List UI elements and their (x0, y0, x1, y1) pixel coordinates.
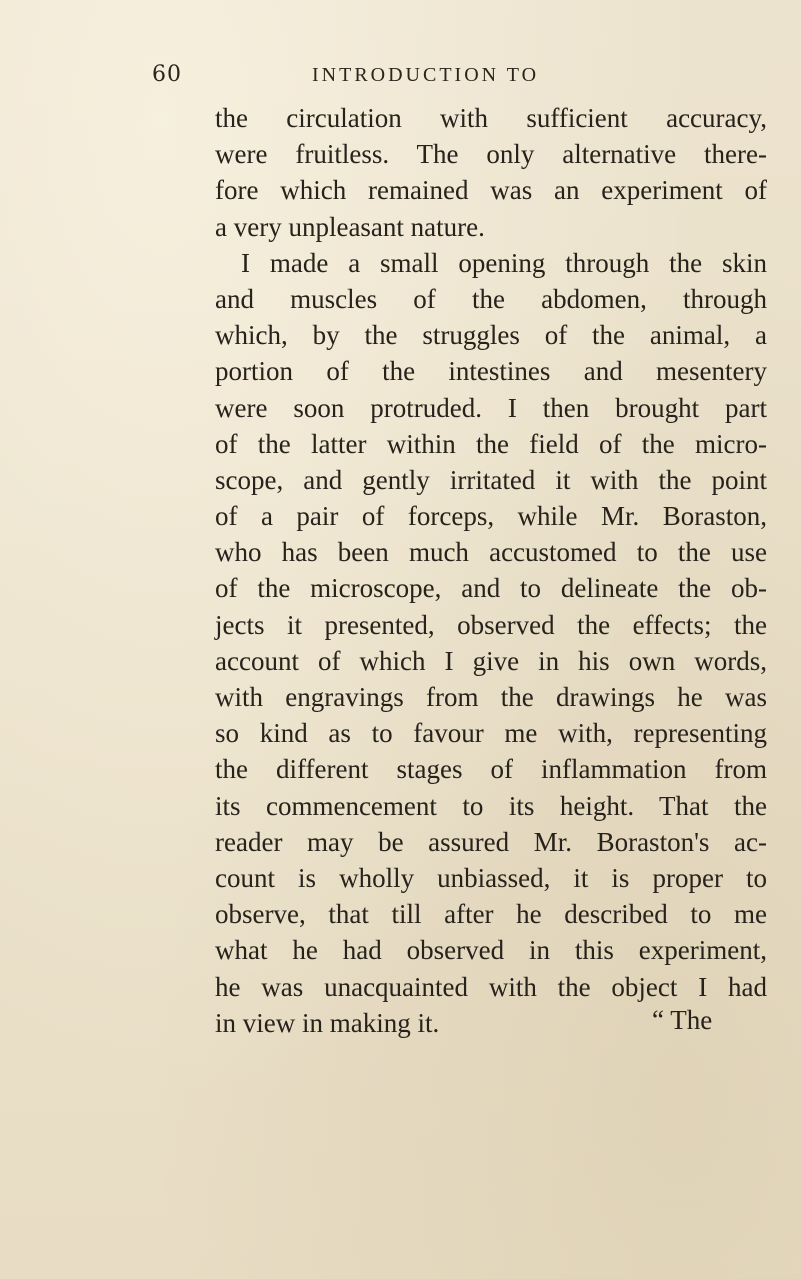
text-line: the different stages of inflammation from (215, 754, 767, 785)
running-head (152, 62, 712, 96)
text-line: account of which I give in his own words, (215, 645, 767, 676)
page-number: 60 (152, 62, 182, 87)
text-line: which, by the struggles of the animal, a (215, 320, 767, 351)
text-line: of the microscope, and to delineate the ob- (215, 573, 767, 604)
text-line: portion of the intestines and mesentery (215, 356, 767, 387)
text-line: who has been much accustomed to the use (215, 537, 767, 568)
text-line: I made a small opening through the skin (241, 247, 767, 278)
text-line: with engravings from the drawings he was (215, 682, 767, 712)
text-line: its commencement to its height. That the (215, 790, 767, 821)
text-line: in view in making it. (215, 1007, 440, 1038)
text-line: and muscles of the abdomen, through (215, 283, 767, 314)
text-line: jects it presented, observed the effects; the (215, 609, 767, 640)
text-line: count is wholly unbiassed, it is proper to (215, 862, 767, 893)
text-line: reader may be assured Mr. Boraston's ac- (215, 826, 767, 857)
body-text (215, 100, 767, 1041)
text-line: so kind as to favour me with, representing (215, 718, 767, 749)
catchword: “ The (652, 1005, 713, 1035)
text-line: of the latter within the field of the micro- (215, 428, 767, 459)
running-head-title: INTRODUCTION TO (312, 64, 540, 86)
text-line: scope, and gently irritated it with the point (215, 464, 767, 495)
text-line: the circulation with sufficient accuracy, (215, 103, 767, 133)
text-line: a very unpleasant nature. (215, 211, 485, 242)
text-line: what he had observed in this experiment, (215, 935, 767, 966)
text-line: fore which remained was an experiment of (215, 175, 767, 206)
text-line: he was unacquainted with the object I had (215, 971, 767, 1002)
text-line: were fruitless. The only alternative there- (215, 139, 767, 170)
text-line: of a pair of forceps, while Mr. Boraston, (215, 501, 767, 532)
text-line: observe, that till after he described to me (215, 899, 767, 930)
text-line: were soon protruded. I then brought part (215, 392, 767, 423)
